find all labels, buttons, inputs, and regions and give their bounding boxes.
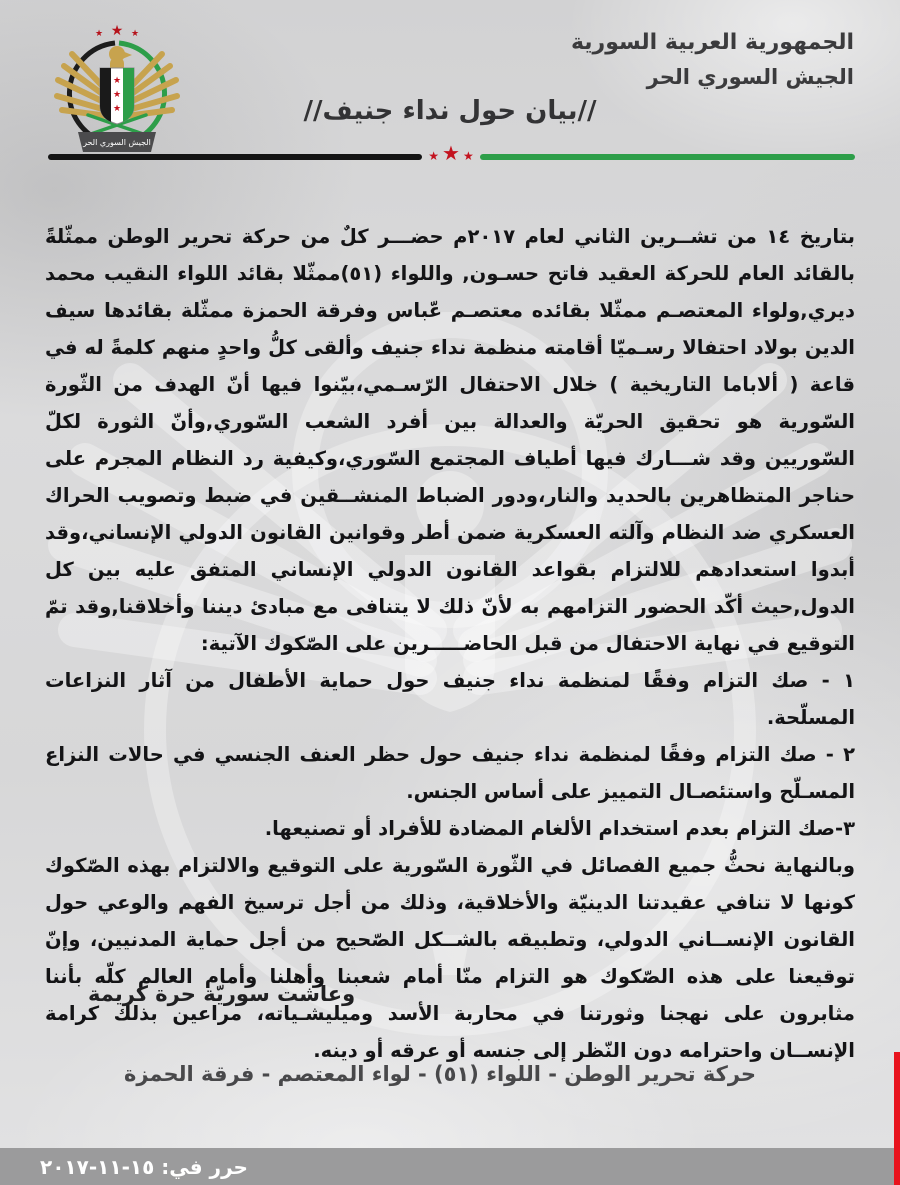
divider-green-segment — [480, 154, 855, 160]
closing-slogan: وعاشت سوريّة حرة كريمة — [88, 982, 356, 1006]
star-icon: ★ — [442, 141, 460, 165]
org-name-republic: الجمهورية العربية السورية — [570, 30, 854, 55]
org-name-army: الجيش السوري الحر — [646, 65, 854, 89]
fsa-logo — [42, 18, 192, 158]
svg-text:★: ★ — [112, 76, 122, 86]
logo-banner-text: الجيش السوري الحر — [83, 138, 151, 147]
statement-paragraph-1: بتاريخ ١٤ من تشــرين الثاني لعام ٢٠١٧م حضـــر كلٌ من حركة تحرير الوطن ممثّلةً بالقائد العام للحركة العقيد فاتح حسـون, واللواء (٥١)ممثّلا بقائد اللواء النقيب محمد ديري,ولواء المعتصـم ممثّلا بقائده معتصـم عّباس وفرقة الحمزة ممثّلة بقائدها سيف الدين بولاد احتفالا رسـميّا أقامته منظمة نداء جنيف وألقى كلُّ واحدٍ منهم كلمةً له في قاعة ( ألاباما التاريخية ) خلال الاحتفال الرّسـمي،بيّنوا فيها أنّ الهدف من الثّورة السّورية هو تحقيق الحريّة والعدالة بين أفرد الشعب السّوري,وأنّ الثورة لكلّ السّوريين وقد شـــارك فيها أطياف المجتمع السّوري،وكيفية رد النظام المجرم على حناجر المتظاهرين بالحديد والنار،ودور الضباط المنشــقين في ضبط وتصويب الحراك العسكري ضد النظام وآلته العسكرية ضمن أطر وقوانين القانون الدولي الإنساني،وقد أبدوا استعدادهم للالتزام بقواعد القانون الدولي الإنساني المتفق عليه بين كل الدول,حيث أكّد الحضور التزامهم به لأنّ ذلك لا يتنافى مع مبادئ ديننا وأخلاقنا,وقد تمّ التوقيع في نهاية الاحتفال من قبل الحاضـــــرين على الصّكوك الآتية: — [45, 225, 856, 655]
footer-bar — [0, 1148, 900, 1185]
page-title: //بيان حول نداء جنيف// — [303, 96, 597, 126]
logo-star-icon: ★ — [110, 23, 124, 39]
divider-black-segment — [48, 154, 422, 160]
statement-paragraph-2: وبالنهاية نحثُّ جميع الفصائل في الثّورة السّورية على التوقيع والالتزام بهذه الصّكوك كونها لا تنافي عقيدتنا الدينيّة والأخلاقية، وذلك من أجل ترسيخ الفهم والوعي حول القانون الإنســاني الدولي، وتطبيقه بالشــكل الصّحيح من أجل حماية المدنيين، وإنّ توقيعنا على هذه الصّكوك هو التزام منّا أمام شعبنا وأهلنا وأمام العالم كلّه بأننا مثابرون على نهجنا وثورتنا في محاربة الأسد وميليشـياته، مراعين بذلك كرامة الإنســان واحترامه دون النّظر إلى جنسه أو عرقه أو دينه. — [45, 854, 855, 1062]
svg-text:★: ★ — [112, 104, 122, 114]
commitment-item-3: ٣-صك التزام بعدم استخدام الألغام المضادة للأفراد أو تصنيعها. — [264, 817, 855, 840]
statement-body — [45, 218, 855, 1069]
issue-date: حرر في: ١٥-١١-٢٠١٧ — [40, 1154, 248, 1179]
star-icon: ★ — [462, 149, 474, 163]
divider-stars — [422, 143, 480, 163]
commitment-item-1: ١ - صك التزام وفقًا لمنظمة نداء جنيف حول حماية الأطفال من آثار النزاعات المسلّحة. — [45, 669, 855, 729]
commitment-item-2: ٢ - صك التزام وفقًا لمنظمة نداء جنيف حول حظر العنف الجنسي في حالات النزاع المسـلّح واستئصـال التمييز على أساس الجنس. — [45, 743, 855, 803]
star-icon: ★ — [428, 149, 440, 163]
red-edge-mark — [894, 1052, 900, 1185]
logo-star-icon: ★ — [130, 29, 140, 39]
org-header — [571, 26, 854, 94]
logo-star-icon: ★ — [94, 29, 104, 39]
svg-text:★: ★ — [112, 90, 122, 100]
signatories-line: حركة تحرير الوطن - اللواء (٥١) - لواء المعتصم - فرقة الحمزة — [123, 1062, 757, 1086]
